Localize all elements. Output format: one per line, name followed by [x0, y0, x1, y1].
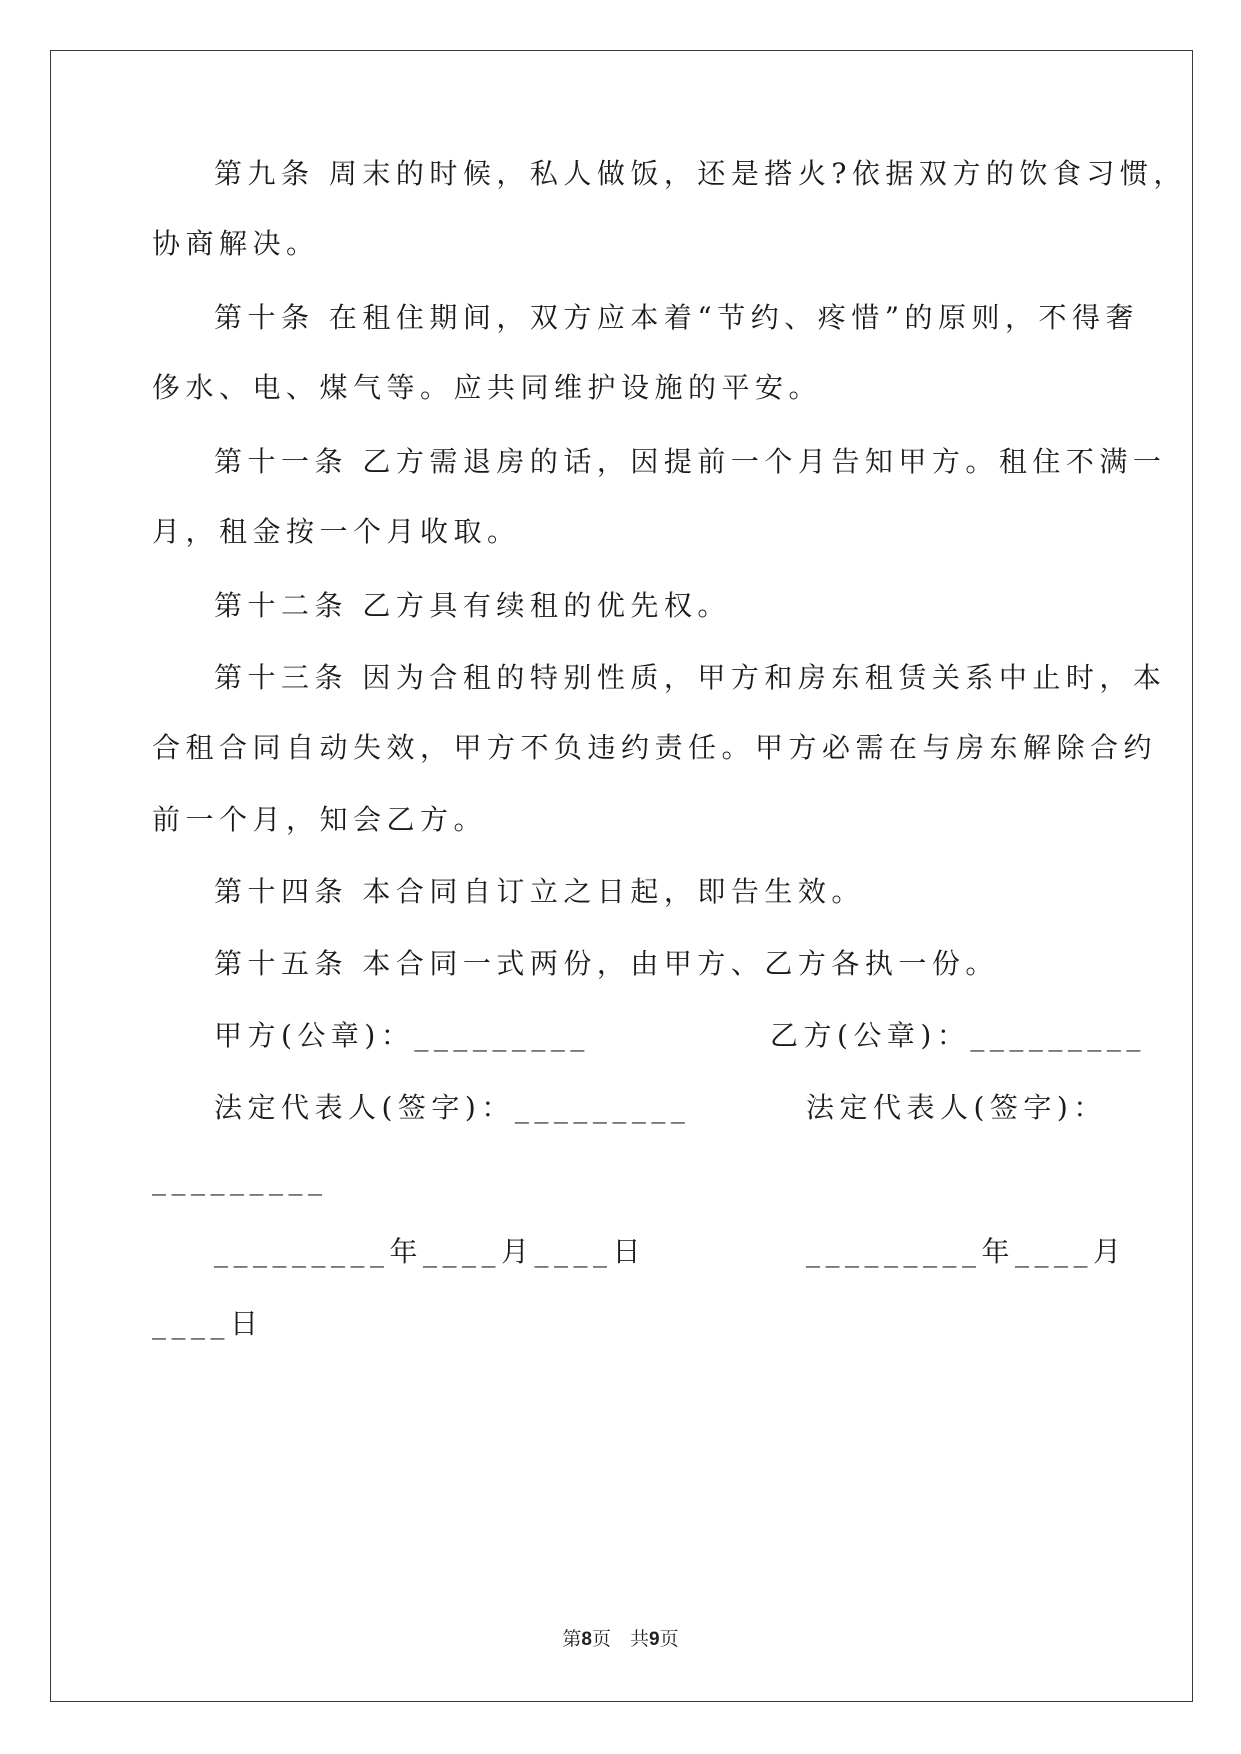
page-footer: [0, 1624, 1241, 1651]
article-9-line-2: 协商解决。: [152, 227, 320, 260]
party-b-seal-field: 乙方(公章)：_________: [770, 1019, 1146, 1052]
article-13-line-1: 第十三条 因为合租的特别性质，甲方和房东租赁关系中止时，本: [214, 661, 1167, 694]
article-13-line-3: 前一个月，知会乙方。: [152, 803, 488, 836]
article-11-line-2: 月，租金按一个月收取。: [152, 515, 521, 548]
party-b-representative-blank: _________: [152, 1163, 328, 1196]
article-15-line-1: 第十五条 本合同一式两份，由甲方、乙方各执一份。: [214, 947, 999, 980]
article-10-line-1: 第十条 在租住期间，双方应本着“节约、疼惜”的原则，不得奢: [214, 301, 1140, 334]
article-14-line-1: 第十四条 本合同自订立之日起，即告生效。: [214, 875, 865, 908]
page-suffix: 页: [659, 1628, 679, 1650]
article-13-line-2: 合租合同自动失效，甲方不负违约责任。甲方必需在与房东解除合约: [152, 731, 1158, 764]
page-prefix: 第: [562, 1628, 582, 1650]
article-10-line-2: 侈水、电、煤气等。应共同维护设施的平安。: [152, 371, 823, 404]
article-11-line-1: 第十一条 乙方需退房的话，因提前一个月告知甲方。租住不满一: [214, 445, 1167, 478]
article-9-line-1: 第九条 周末的时候，私人做饭，还是搭火?依据双方的饮食习惯，: [214, 157, 1187, 190]
party-b-date-day: ____日: [152, 1307, 264, 1340]
article-12-line-1: 第十二条 乙方具有续租的优先权。: [214, 589, 731, 622]
page-mid: 页 共: [591, 1628, 649, 1650]
party-a-representative-field: 法定代表人(签字)：_________: [214, 1091, 691, 1124]
party-b-representative-field: 法定代表人(签字)：: [806, 1091, 1107, 1124]
party-a-date-field: _________年____月____日: [214, 1235, 647, 1268]
party-a-seal-field: 甲方(公章)：_________: [214, 1019, 590, 1052]
page-total-number: 9: [649, 1629, 660, 1650]
party-b-date-field: _________年____月: [806, 1235, 1127, 1268]
page-current-number: 8: [581, 1629, 592, 1650]
